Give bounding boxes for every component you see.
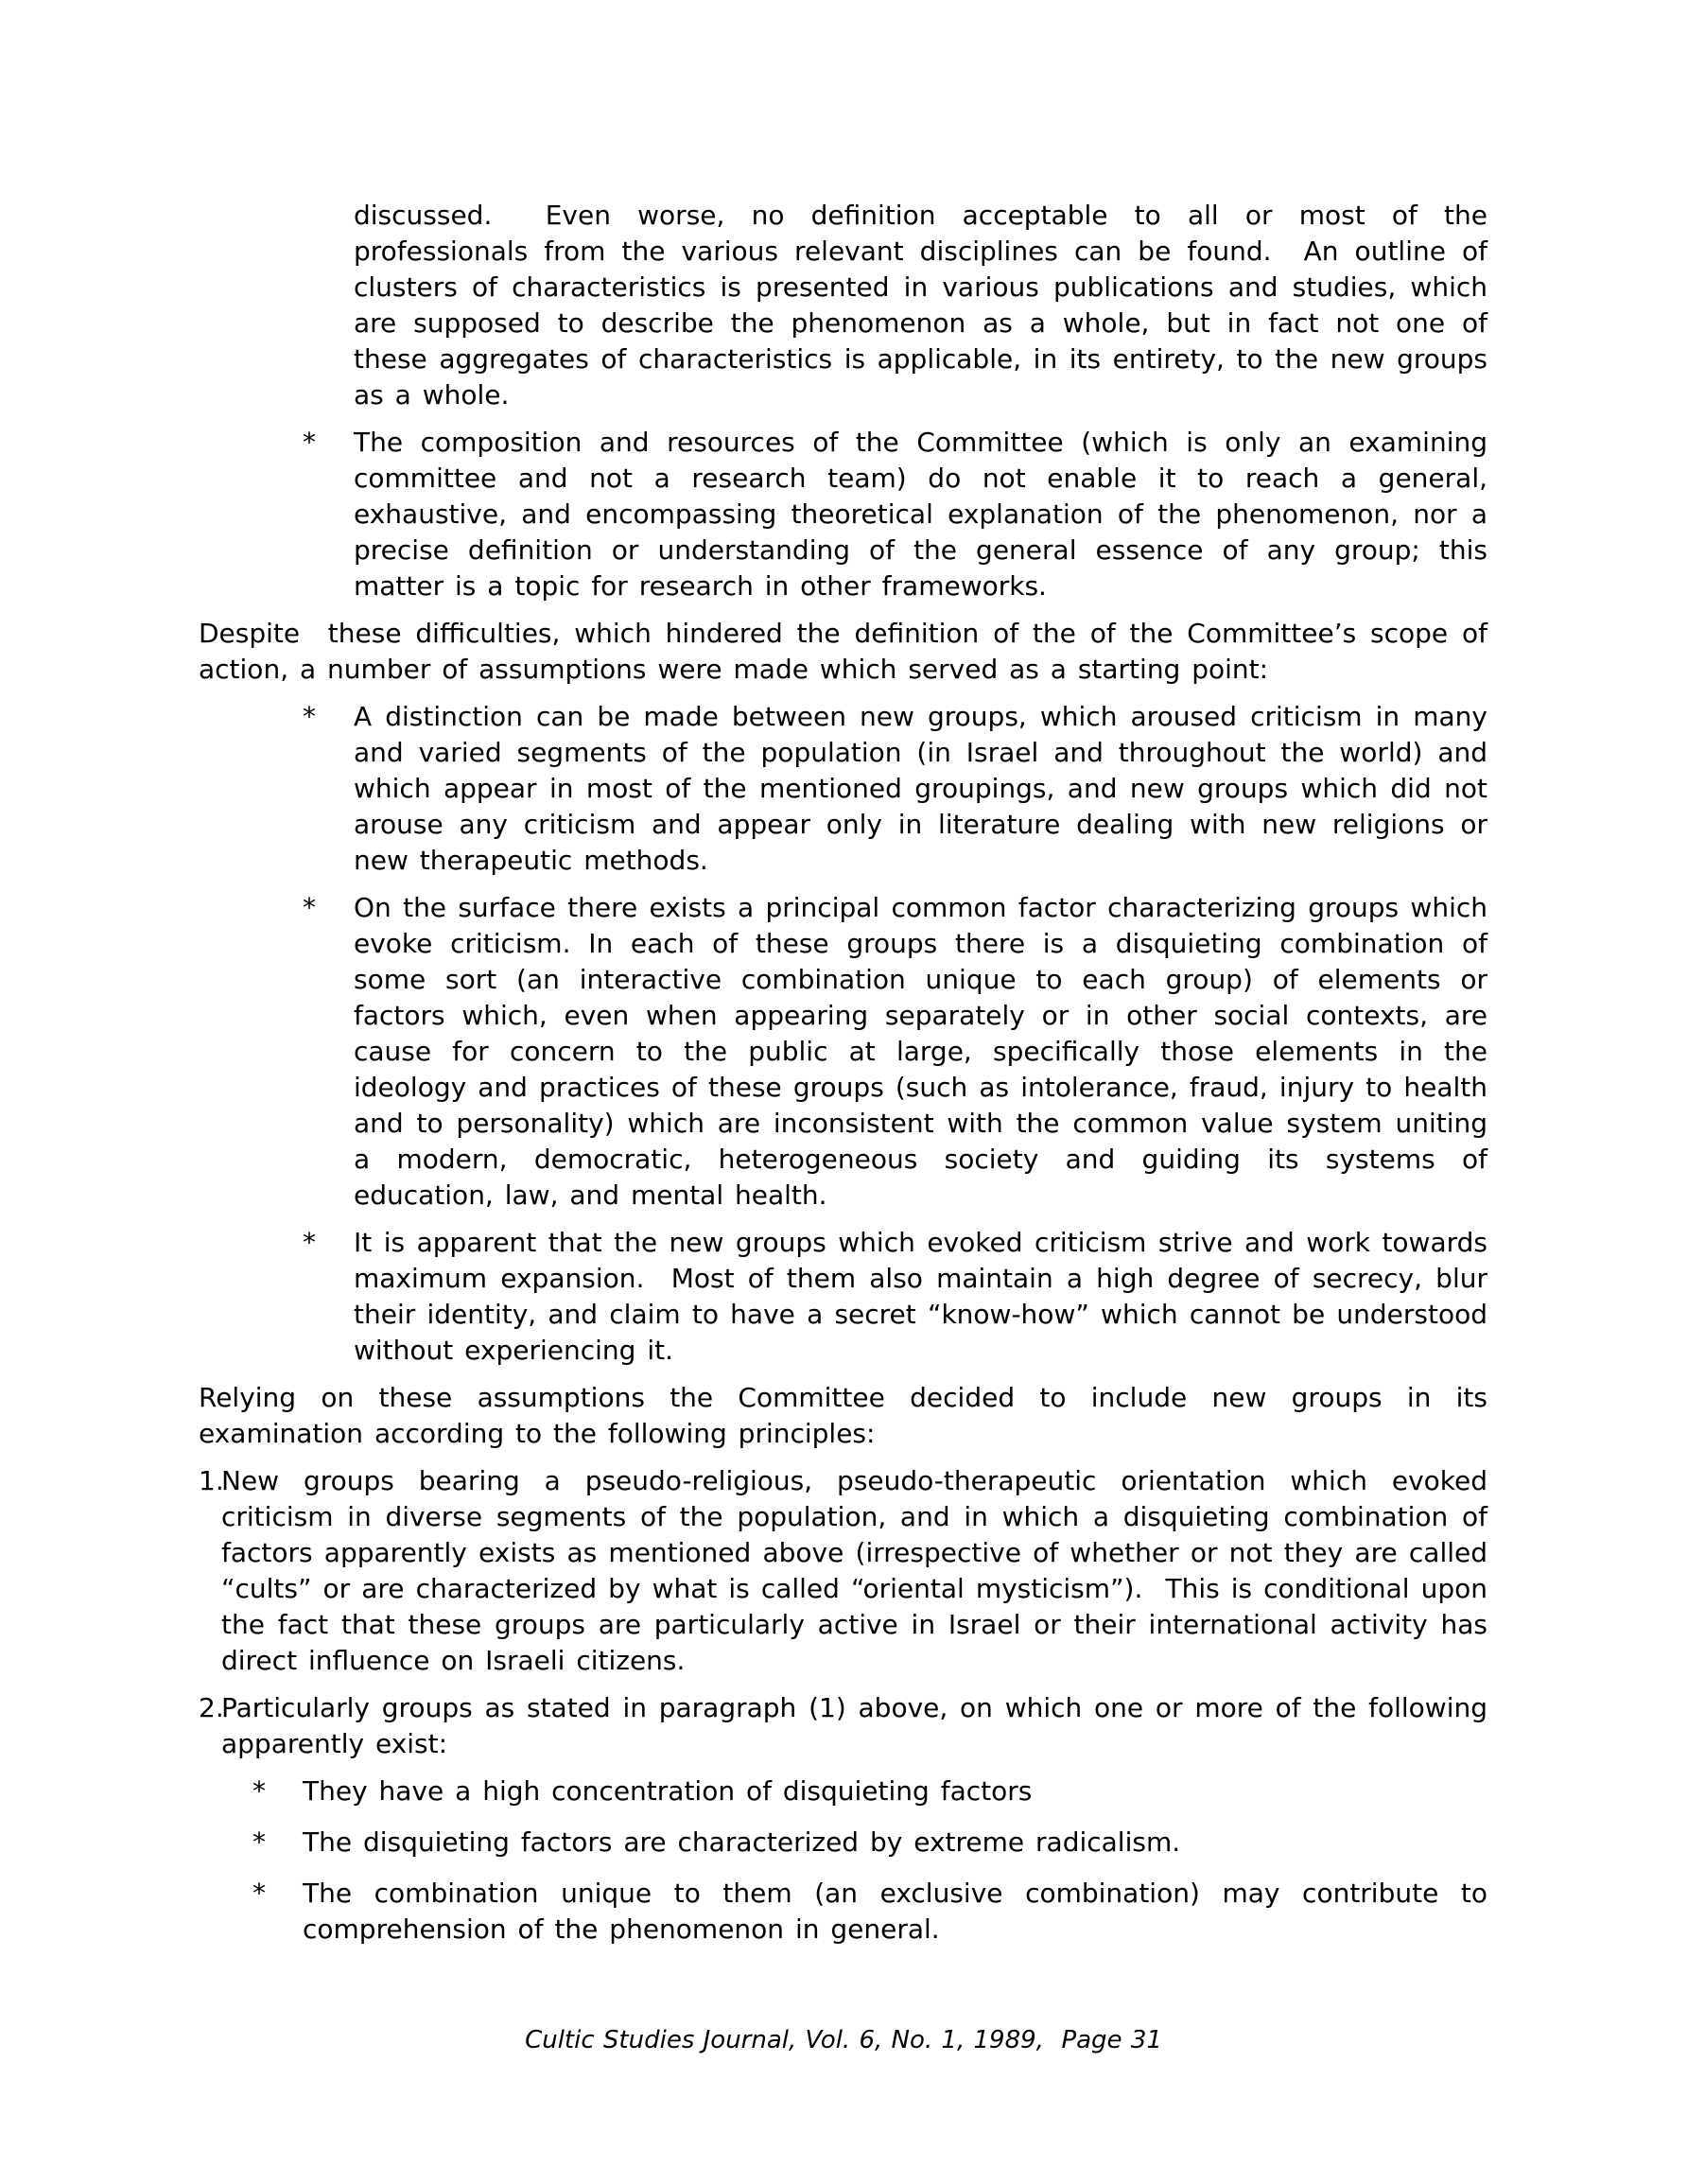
- paragraph-text: A distinction can be made between new groups, which aroused criticism in many and varied segments of the population (in Israel and throughout the world) and which appear in most of the mentioned groupings, and new groups which did not arouse any criticism and appear only in literature dealing with new religions or new therapeutic methods.: [354, 701, 1487, 876]
- paragraph-text: On the surface there exists a principal common factor characterizing groups which evoke criticism. In each of these groups there is a disquieting combination of some sort (an interactive combination unique to each group) of elements or factors which, even when appearing separately or in other social contexts, are cause for concern to the public at large, specifically those elements in the ideology and practices of these groups (such as intolerance, fraud, injury to health and to personality) which are inconsistent with the common value system uniting a modern, democratic, heterogeneous society and guiding its systems of education, law, and mental health.: [354, 892, 1487, 1211]
- paragraph-text: Despite these difficulties, which hindered the definition of the of the Committee’s scope of action, a number of assumptions were made which served as a starting point:: [199, 618, 1487, 685]
- bullet-marker: *: [303, 892, 316, 923]
- paragraph-despite: [199, 616, 1487, 688]
- paragraph-text: The combination unique to them (an exclusive combination) may contribute to comprehension of the phenomenon in general.: [303, 1878, 1487, 1945]
- bullet-marker: *: [303, 427, 316, 458]
- bullet-item-surface: [199, 890, 1487, 1214]
- sub-bullet-concentration: [199, 1773, 1487, 1809]
- paragraph-text: The disquieting factors are characterized by extreme radicalism.: [303, 1826, 1181, 1858]
- bullet-marker: *: [303, 1227, 316, 1258]
- paragraph-relying: [199, 1380, 1487, 1452]
- page-footer: Cultic Studies Journal, Vol. 6, No. 1, 1989, Page 31: [525, 2026, 1162, 2054]
- paragraph-text: discussed. Even worse, no definition acceptable to all or most of the professionals from the various relevant disciplines can be found. An outline of clusters of characteristics is presented in various publications and studies, which are supposed to describe the phenomenon as a whole, but in fact not one of these aggregates of characteristics is applicable, in its entirety, to the new groups as a whole.: [354, 200, 1487, 411]
- bullet-marker: *: [252, 1878, 266, 1909]
- sub-bullet-combination: [199, 1876, 1487, 1948]
- numbered-item-1: [199, 1463, 1487, 1679]
- paragraph-text: The composition and resources of the Committee (which is only an examining committee and not a research team) do not enable it to reach a general, exhaustive, and encompassing theoretical explanation of the phenomenon, nor a precise definition or understanding of the general essence of any group; this matter is a topic for research in other frameworks.: [354, 427, 1487, 602]
- bullet-marker: *: [252, 1826, 266, 1858]
- sub-bullet-radicalism: [199, 1825, 1487, 1861]
- bullet-item-distinction: [199, 699, 1487, 879]
- paragraph-text: Relying on these assumptions the Committee decided to include new groups in its examination according to the following principles:: [199, 1382, 1487, 1449]
- list-number: 2.: [199, 1692, 224, 1723]
- paragraph-text: Particularly groups as stated in paragraph (1) above, on which one or more of the following apparently exist:: [221, 1692, 1487, 1759]
- list-number: 1.: [199, 1465, 224, 1496]
- bullet-item-composition: [199, 425, 1487, 604]
- paragraph-text: New groups bearing a pseudo-religious, pseudo-therapeutic orientation which evoked criticism in diverse segments of the population, and in which a disquieting combination of factors apparently exists as mentioned above (irrespective of whether or not they are called “cults” or are characterized by what is called “oriental mysticism”). This is conditional upon the fact that these groups are particularly active in Israel or their international activity has direct influence on Israeli citizens.: [221, 1465, 1487, 1676]
- page-body: [199, 198, 1487, 1963]
- numbered-item-2: [199, 1690, 1487, 1762]
- paragraph-text: They have a high concentration of disquieting factors: [303, 1775, 1033, 1807]
- paragraph-text: It is apparent that the new groups which evoked criticism strive and work towards maximum expansion. Most of them also maintain a high degree of secrecy, blur their identity, and claim to have a secret “know-how” which cannot be understood without experiencing it.: [354, 1227, 1487, 1366]
- bullet-item-apparent: [199, 1225, 1487, 1369]
- bullet-marker: *: [252, 1775, 266, 1807]
- continuation-paragraph: [199, 198, 1487, 413]
- bullet-marker: *: [303, 701, 316, 732]
